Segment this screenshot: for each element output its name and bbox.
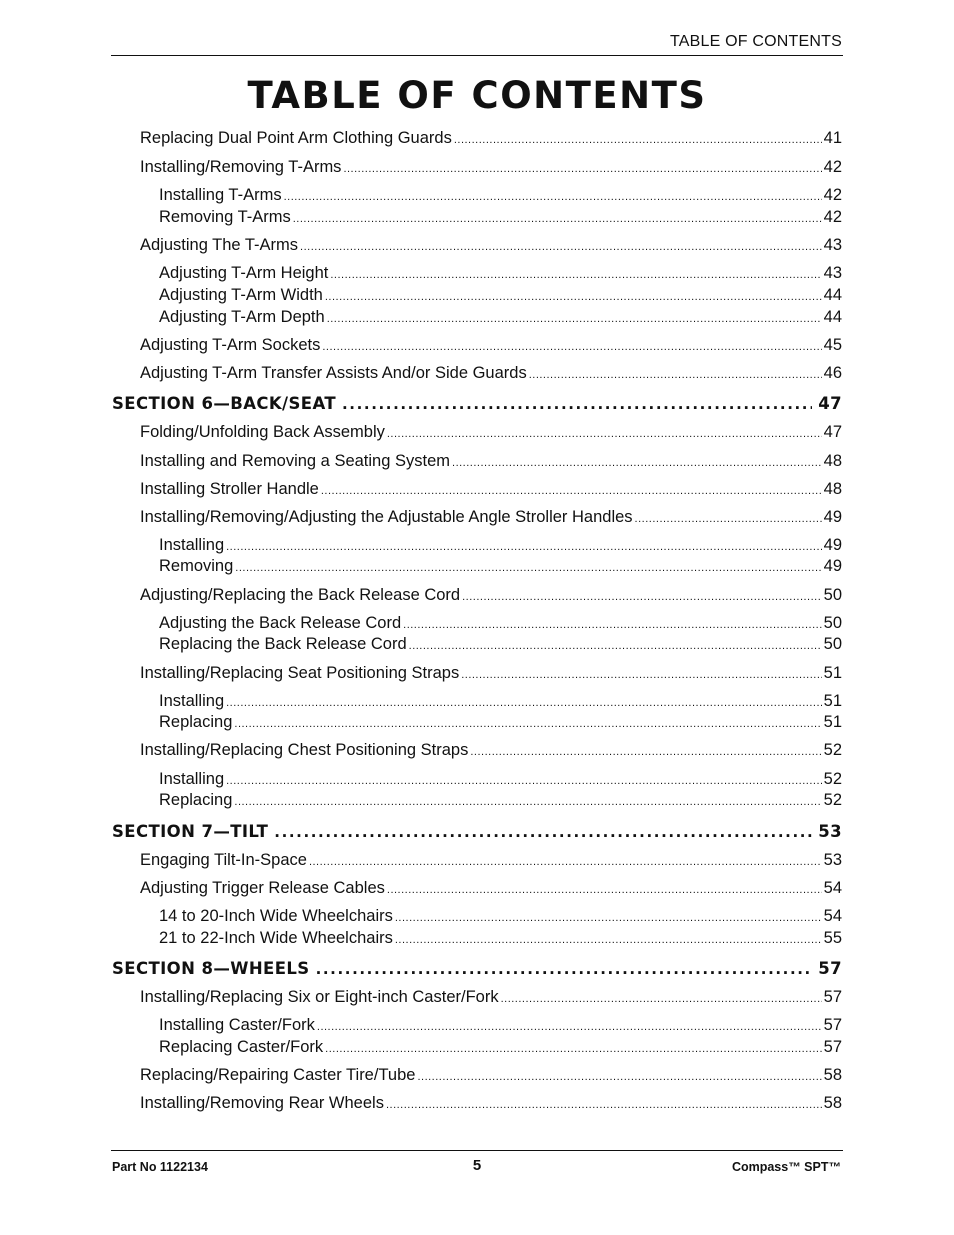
toc-entry-page: 49: [823, 536, 842, 554]
toc-entry-title: Replacing: [159, 791, 233, 809]
running-head: TABLE OF CONTENTS: [669, 33, 842, 50]
toc-entry-title: Removing: [159, 557, 234, 575]
toc-entry-page: 46: [823, 364, 842, 382]
toc-subentry[interactable]: [159, 634, 842, 656]
dot-leader: [234, 714, 821, 734]
toc-entry[interactable]: [140, 128, 842, 150]
dot-leader: [325, 287, 822, 307]
toc-entry-page: 57: [823, 988, 842, 1006]
toc-entry-page: 42: [823, 208, 842, 226]
toc-entry-title: Installing Caster/Fork: [159, 1016, 315, 1034]
dot-leader: [452, 453, 822, 473]
dot-leader: [470, 742, 821, 762]
dot-leader: [387, 424, 822, 444]
dot-leader: [403, 615, 822, 635]
toc-entry-page: 42: [823, 186, 842, 204]
dot-leader: [226, 771, 822, 791]
toc-entry[interactable]: [140, 479, 842, 501]
toc-entry-title: Engaging Tilt-In-Space: [140, 851, 307, 869]
toc-entry-page: 48: [823, 480, 842, 498]
toc-entry-page: 57: [823, 1038, 842, 1056]
dot-leader: [395, 908, 822, 928]
toc-subentry[interactable]: [159, 769, 842, 791]
toc-subentry[interactable]: [159, 307, 842, 329]
toc-entry[interactable]: [140, 422, 842, 444]
toc-entry-page: 58: [823, 1066, 842, 1084]
dot-leader: [342, 394, 812, 414]
section-title: SECTION 7—TILT: [112, 822, 269, 841]
toc-entry[interactable]: [140, 363, 842, 385]
dot-leader: [316, 959, 813, 979]
toc-subentry[interactable]: [159, 556, 842, 578]
toc-entry[interactable]: [140, 1093, 842, 1115]
toc-entry[interactable]: [140, 585, 842, 607]
toc-entry-title: Installing: [159, 770, 225, 788]
toc-entry-title: Replacing/Repairing Caster Tire/Tube: [140, 1066, 416, 1084]
top-rule: [111, 55, 843, 56]
dot-leader: [461, 665, 821, 685]
toc-section-heading[interactable]: [112, 822, 842, 842]
dot-leader: [317, 1017, 822, 1037]
dot-leader: [226, 693, 822, 713]
toc-entry-title: Replacing Dual Point Arm Clothing Guards: [140, 129, 452, 147]
toc-subentry[interactable]: [159, 712, 842, 734]
section-page: 47: [818, 394, 842, 413]
dot-leader: [300, 237, 822, 257]
toc-subentry[interactable]: [159, 285, 842, 307]
toc-subentry[interactable]: [159, 1037, 842, 1059]
toc-entry-title: Installing T-Arms: [159, 186, 282, 204]
toc-entry-title: 21 to 22-Inch Wide Wheelchairs: [159, 929, 393, 947]
toc-entry-page: 52: [823, 770, 842, 788]
toc-entry-title: Installing/Removing T-Arms: [140, 158, 342, 176]
toc-entry-page: 50: [823, 586, 842, 604]
toc-entry-page: 53: [823, 851, 842, 869]
toc-entry-page: 43: [823, 236, 842, 254]
dot-leader: [293, 209, 822, 229]
toc-entry-title: Installing/Removing/Adjusting the Adjustable Angle Stroller Handles: [140, 508, 633, 526]
toc-entry-page: 52: [823, 741, 842, 759]
toc-entry-title: Adjusting T-Arm Height: [159, 264, 329, 282]
toc-entry-title: Adjusting/Replacing the Back Release Cord: [140, 586, 461, 604]
toc-entry-page: 54: [823, 879, 842, 897]
toc-entry-page: 52: [823, 791, 842, 809]
toc-entry-page: 49: [823, 557, 842, 575]
toc-entry-title: Adjusting T-Arm Depth: [159, 308, 325, 326]
toc-entry[interactable]: [140, 987, 842, 1009]
toc-entry-page: 57: [823, 1016, 842, 1034]
toc-entry[interactable]: [140, 850, 842, 872]
toc-entry-title: 14 to 20-Inch Wide Wheelchairs: [159, 907, 393, 925]
toc-entry-title: Adjusting T-Arm Width: [159, 286, 323, 304]
toc-subentry[interactable]: [159, 185, 842, 207]
toc-entry-page: 47: [823, 423, 842, 441]
toc-entry[interactable]: [140, 335, 842, 357]
dot-leader: [321, 481, 822, 501]
toc-entry-page: 44: [823, 308, 842, 326]
toc-entry-page: 49: [823, 508, 842, 526]
dot-leader: [462, 587, 822, 607]
toc-section-heading[interactable]: [112, 394, 842, 414]
toc-entry-title: Replacing Caster/Fork: [159, 1038, 324, 1056]
toc-subentry[interactable]: [159, 906, 842, 928]
toc-entry[interactable]: [140, 451, 842, 473]
toc-entry-title: Installing/Replacing Chest Positioning Straps: [140, 741, 469, 759]
dot-leader: [327, 309, 822, 329]
toc-entry-page: 45: [823, 336, 842, 354]
dot-leader: [386, 1095, 822, 1115]
toc-entry-title: Adjusting T-Arm Transfer Assists And/or Side Guards: [140, 364, 527, 382]
toc-entry-page: 50: [823, 614, 842, 632]
toc-section-heading[interactable]: [112, 959, 842, 979]
dot-leader: [274, 822, 812, 842]
toc-subentry[interactable]: [159, 535, 842, 557]
dot-leader: [501, 989, 822, 1009]
dot-leader: [284, 187, 822, 207]
toc-entry-page: 55: [823, 929, 842, 947]
toc-subentry[interactable]: [159, 1015, 842, 1037]
dot-leader: [454, 130, 822, 150]
page-title: TABLE OF CONTENTS: [247, 74, 707, 117]
toc-entry-title: Replacing: [159, 713, 233, 731]
toc-entry-page: 51: [823, 664, 842, 682]
dot-leader: [635, 509, 822, 529]
toc-entry-page: 51: [823, 692, 842, 710]
toc-subentry[interactable]: [159, 263, 842, 285]
toc-entry-page: 51: [823, 713, 842, 731]
dot-leader: [409, 636, 822, 656]
toc-entry-title: Installing: [159, 692, 225, 710]
toc-entry-title: Installing: [159, 536, 225, 554]
toc-entry[interactable]: [140, 235, 842, 257]
toc-entry-title: Adjusting Trigger Release Cables: [140, 879, 385, 897]
toc-entry-title: Installing/Removing Rear Wheels: [140, 1094, 384, 1112]
dot-leader: [343, 159, 821, 179]
dot-leader: [387, 880, 822, 900]
toc-subentry[interactable]: [159, 613, 842, 635]
toc-subentry[interactable]: [159, 790, 842, 812]
toc-entry-title: Replacing the Back Release Cord: [159, 635, 407, 653]
dot-leader: [330, 265, 821, 285]
dot-leader: [529, 365, 822, 385]
toc-entry[interactable]: [140, 507, 842, 529]
dot-leader: [325, 1039, 821, 1059]
toc-entry-title: Adjusting T-Arm Sockets: [140, 336, 321, 354]
dot-leader: [226, 537, 822, 557]
toc-entry[interactable]: [140, 157, 842, 179]
toc-subentry[interactable]: [159, 928, 842, 950]
toc-entry-title: Adjusting The T-Arms: [140, 236, 299, 254]
section-page: 57: [818, 959, 842, 978]
toc-entry-title: Installing/Replacing Seat Positioning Straps: [140, 664, 460, 682]
dot-leader: [322, 337, 821, 357]
toc-entry-page: 58: [823, 1094, 842, 1112]
section-title: SECTION 6—BACK/SEAT: [112, 394, 336, 413]
toc-entry-page: 54: [823, 907, 842, 925]
toc-entry-page: 42: [823, 158, 842, 176]
section-title: SECTION 8—WHEELS: [112, 959, 310, 978]
footer-product-name: Compass™ SPT™: [731, 1160, 841, 1174]
toc-entry-page: 50: [823, 635, 842, 653]
toc-entry[interactable]: [140, 878, 842, 900]
dot-leader: [235, 558, 821, 578]
toc-entry-title: Folding/Unfolding Back Assembly: [140, 423, 385, 441]
toc-entry-title: Removing T-Arms: [159, 208, 291, 226]
dot-leader: [234, 792, 821, 812]
toc-entry[interactable]: [140, 740, 842, 762]
toc-entry-title: Installing Stroller Handle: [140, 480, 319, 498]
toc-subentry[interactable]: [159, 207, 842, 229]
toc-subentry[interactable]: [159, 691, 842, 713]
dot-leader: [309, 852, 822, 872]
toc-entry-page: 41: [823, 129, 842, 147]
toc-entry-page: 43: [823, 264, 842, 282]
footer-part-number: Part No 1122134: [112, 1160, 208, 1174]
toc-entry-page: 48: [823, 452, 842, 470]
bottom-rule: [111, 1150, 843, 1151]
dot-leader: [417, 1067, 821, 1087]
dot-leader: [395, 930, 822, 950]
section-page: 53: [818, 822, 842, 841]
toc-entry-title: Adjusting the Back Release Cord: [159, 614, 402, 632]
toc-entry-title: Installing/Replacing Six or Eight-inch Caster/Fork: [140, 988, 499, 1006]
toc-entry-page: 44: [823, 286, 842, 304]
footer-page-number: 5: [472, 1157, 482, 1174]
toc-entry[interactable]: [140, 1065, 842, 1087]
toc-entry[interactable]: [140, 663, 842, 685]
toc-entry-title: Installing and Removing a Seating System: [140, 452, 451, 470]
